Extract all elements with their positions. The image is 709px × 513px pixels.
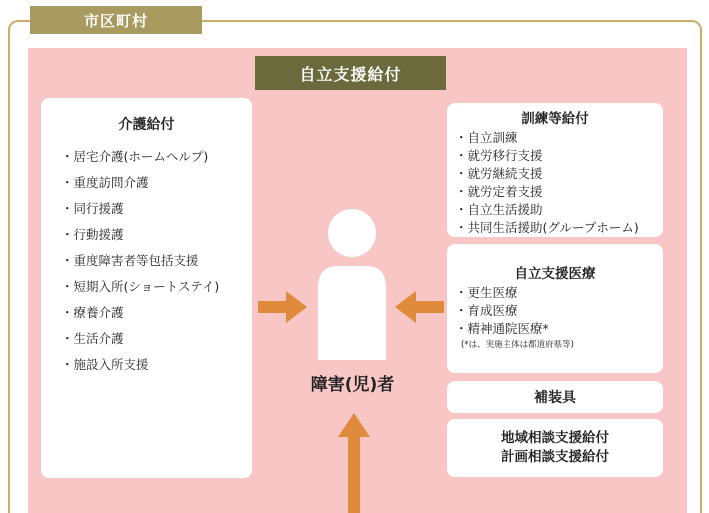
list-item: ・自立生活援助	[455, 202, 543, 217]
list-item: ・就労継続支援	[455, 166, 543, 181]
list-item: ・自立訓練	[455, 130, 518, 145]
person-label: 障害(児)者	[310, 375, 395, 395]
diagram-title	[255, 56, 446, 90]
medical-support-title: 自立支援医療	[514, 266, 596, 282]
medical-note: (*は、実施主体は都道府県等)	[461, 340, 574, 350]
list-item: ・重度訪問介護	[61, 175, 149, 190]
municipality-label: 市区町村	[83, 11, 148, 30]
consultation-card	[447, 419, 663, 477]
list-item: ・施設入所支援	[61, 357, 149, 372]
arrow-right-icon	[258, 290, 308, 324]
list-item: ・就労移行支援	[455, 148, 543, 163]
list-item: ・療養介護	[61, 305, 124, 320]
care-benefits-card	[41, 98, 252, 478]
prosthetic-card	[447, 381, 663, 413]
list-item: ・重度障害者等包括支援	[61, 253, 199, 268]
list-item: ・短期入所(ショートステイ)	[61, 279, 220, 294]
medical-support-card	[447, 244, 663, 373]
list-item: ・同行援護	[61, 201, 124, 216]
training-benefits-list	[447, 129, 663, 237]
list-item: ・生活介護	[61, 331, 124, 346]
diagram-title-text: 自立支援給付	[299, 64, 402, 84]
arrow-up-icon	[337, 413, 371, 513]
consultation-line-2: 計画相談支援給付	[501, 449, 609, 465]
training-benefits-title: 訓練等給付	[521, 111, 589, 127]
arrow-left-icon	[394, 290, 444, 324]
medical-support-list	[447, 284, 663, 338]
consultation-line-1: 地域相談支援給付	[501, 430, 609, 446]
person-icon	[312, 208, 392, 360]
list-item: ・共同生活援助(グループホーム)	[455, 220, 639, 235]
list-item: ・育成医療	[455, 303, 518, 318]
care-benefits-list	[41, 144, 252, 378]
list-item: ・精神通院医療*	[455, 321, 549, 336]
list-item: ・居宅介護(ホームヘルプ)	[61, 149, 209, 164]
care-benefits-title: 介護給付	[118, 117, 175, 133]
list-item: ・更生医療	[455, 285, 518, 300]
list-item: ・就労定着支援	[455, 184, 543, 199]
prosthetic-title: 補装具	[534, 390, 576, 406]
training-benefits-card	[447, 103, 663, 237]
list-item: ・行動援護	[61, 227, 124, 242]
municipality-tab	[30, 6, 202, 34]
